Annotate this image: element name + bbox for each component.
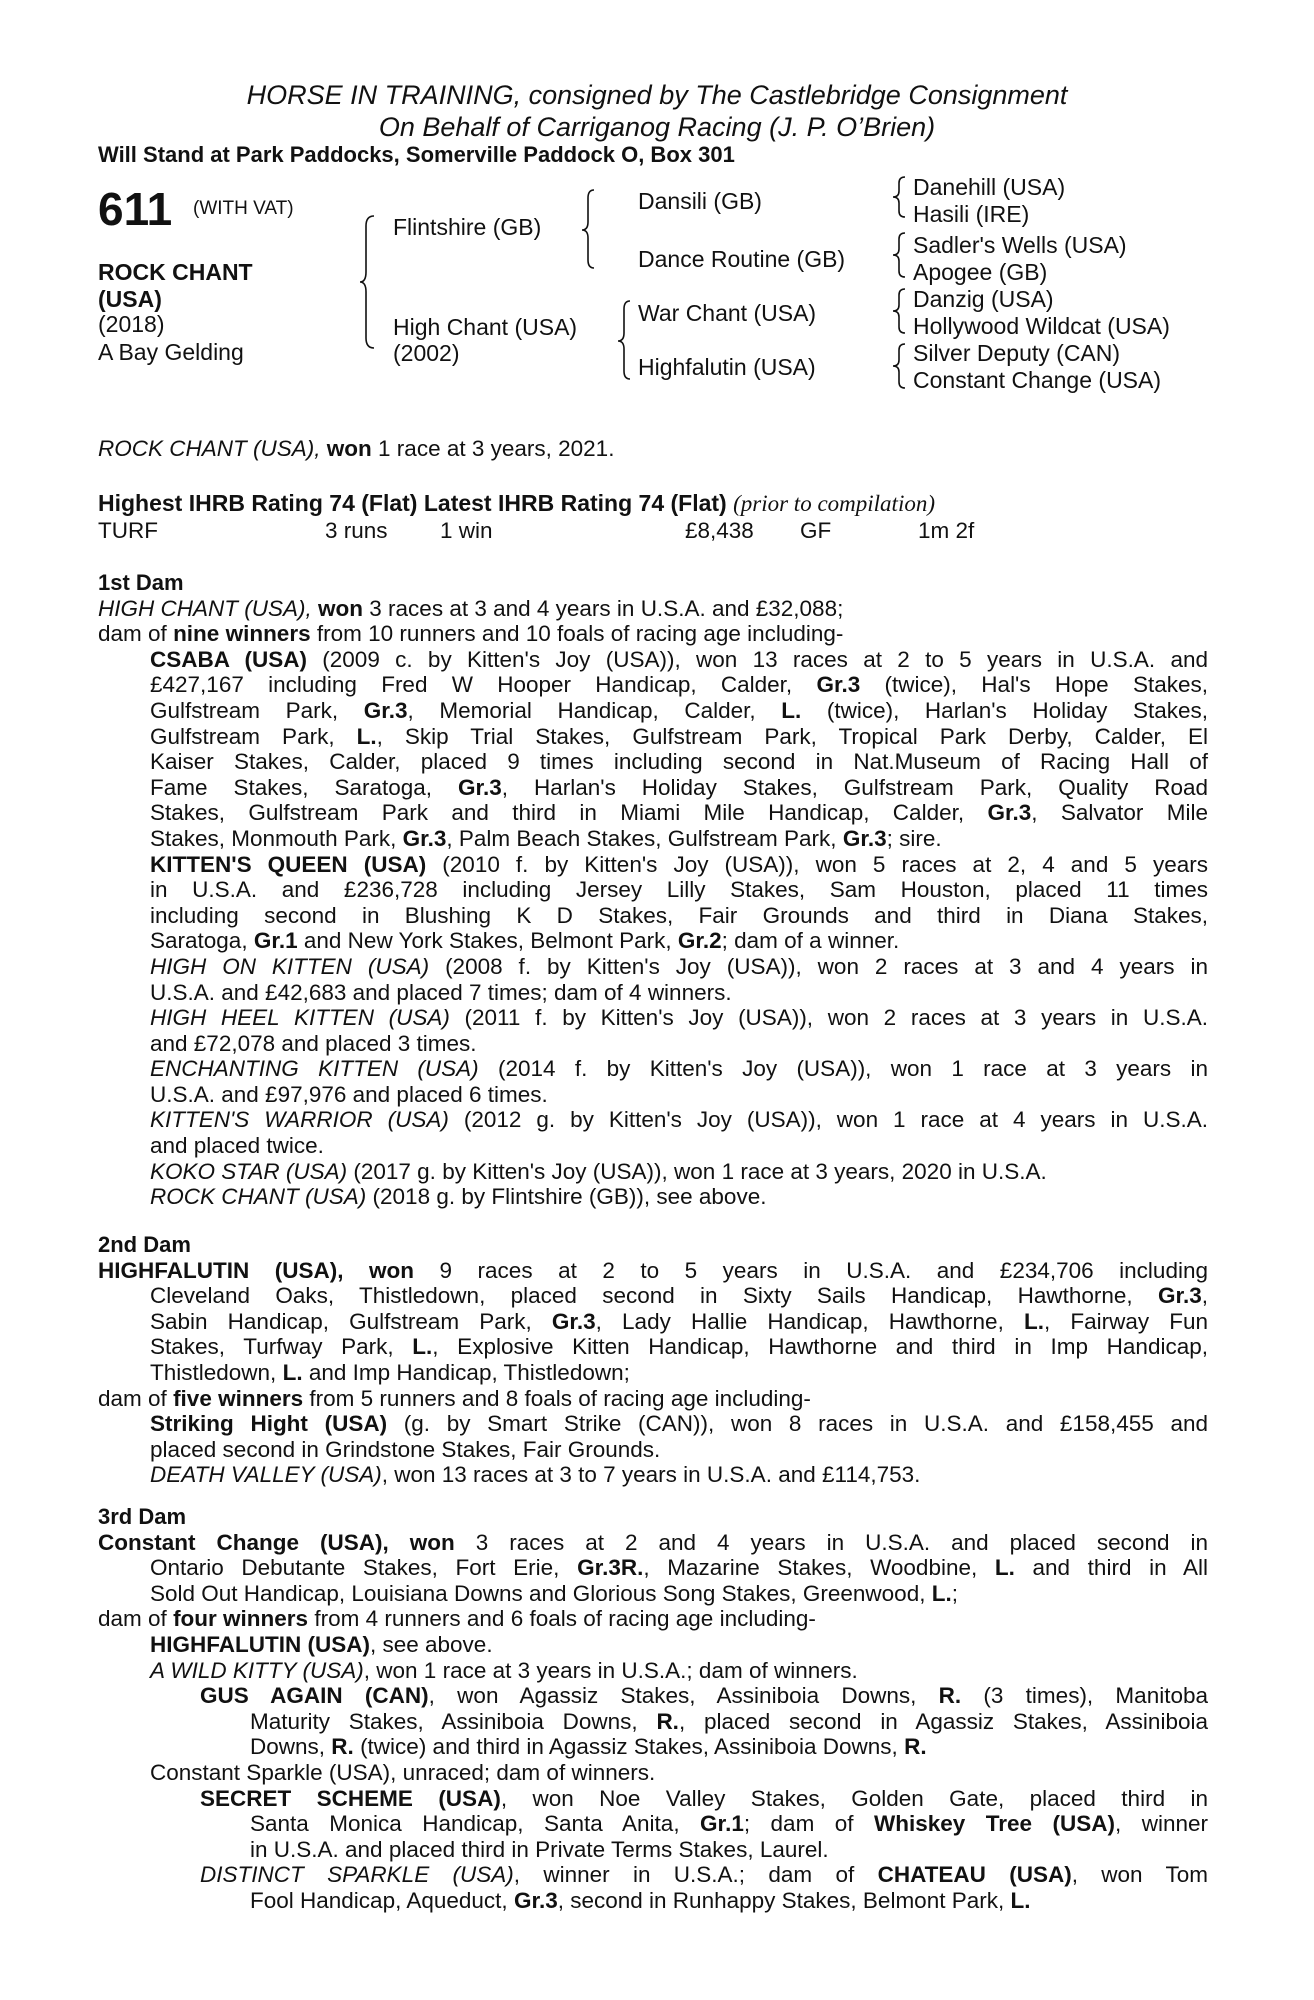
pedigree-bracket <box>893 230 909 282</box>
progeny-entry: ROCK CHANT (USA) (2018 g. by Flintshire (GB)), see above. <box>150 1184 767 1210</box>
consignment-line: HORSE IN TRAINING, consigned by The Castlebridge Consignment <box>246 80 1068 110</box>
pedigree-bracket <box>360 210 380 360</box>
progeny-entry: Constant Sparkle (USA), unraced; dam of winners. <box>150 1759 656 1785</box>
pedigree-bracket <box>582 186 598 276</box>
progeny-entry: HIGHFALUTIN (USA), see above. <box>150 1631 493 1657</box>
second-dam-section: 2nd Dam HIGHFALUTIN (USA), won 9 races at 2 to 5 years in U.S.A. and £234,706 including Cleveland Oaks, Thistledown, placed second in Sixty Sails Handicap, Hawthorne, Gr.3, Sabin Handicap, Gulfstream Park, Gr.3, Lady Hallie Handicap, Hawthorne, L., Fairway Fun Stakes, Turfway Park, L., Explosive Kitten Handicap, Hawthorne and third in Imp Handicap, Thistledown, L. and Imp Handicap, Thistledown; dam of five winners from 5 runners and 8 foals of racing age including- Striking Hight (USA) (g. by Smart Strike (CAN)), won 8 races in U.S.A. and £158,455 and placed second in Grindstone Stakes, Fair Grounds. DEATH VALLEY (USA), won 13 races at 3 to 7 years in U.S.A. and £114,753. <box>98 1232 1208 1488</box>
pedigree-bracket <box>893 286 909 338</box>
ancestor: Danzig (USA) <box>913 286 1054 312</box>
section-heading: 1st Dam <box>98 570 184 595</box>
progeny-entry: SECRET SCHEME (USA), won Noe Valley Stakes, Golden Gate, placed third in <box>200 1785 1208 1811</box>
progeny-entry: HIGH ON KITTEN (USA) (2008 f. by Kitten's Joy (USA)), won 2 races at 3 and 4 years in <box>150 953 1208 979</box>
progeny-entry: A WILD KITTY (USA), won 1 race at 3 years in U.S.A.; dam of winners. <box>150 1657 858 1683</box>
sire: Flintshire (GB) <box>393 214 542 240</box>
dam-year: (2002) <box>393 340 460 366</box>
record-prize-money: £8,438 <box>685 518 754 543</box>
horse-year: (2018) <box>98 311 165 337</box>
progeny-entry: CSABA (USA) (2009 c. by Kitten's Joy (USA)), won 13 races at 2 to 5 years in U.S.A. and <box>150 646 1208 672</box>
rating-line: Highest IHRB Rating 74 (Flat) Latest IHRB Rating 74 (Flat) (prior to compilation) <box>98 490 935 516</box>
pedigree-bracket <box>618 297 634 387</box>
progeny-entry: GUS AGAIN (CAN), won Agassiz Stakes, Assiniboia Downs, R. (3 times), Manitoba <box>200 1683 1208 1709</box>
vat-note: (WITH VAT) <box>193 198 294 219</box>
record-distance: 1m 2f <box>918 518 975 543</box>
progeny-entry: HIGH HEEL KITTEN (USA) (2011 f. by Kitten's Joy (USA)), won 2 races at 3 years in U.S.A. <box>150 1005 1208 1031</box>
ancestor: Constant Change (USA) <box>913 367 1162 393</box>
pedigree-bracket <box>893 341 909 393</box>
third-dam-section: 3rd Dam Constant Change (USA), won 3 races at 2 and 4 years in U.S.A. and placed second in Ontario Debutante Stakes, Fort Erie, Gr.3R., Mazarine Stakes, Woodbine, L. and third in All Sold Out Handicap, Louisiana Downs and Glorious Song Stakes, Greenwood, L.; dam of four winners from 4 runners and 6 foals of racing age including- HIGHFALUTIN (USA), see above. A WILD KITTY (USA), won 1 race at 3 years in U.S.A.; dam of winners. GUS AGAIN (CAN), won Agassiz Stakes, Assiniboia Downs, R. (3 times), Manitoba Maturity Stakes, Assiniboia Downs, R., placed second in Agassiz Stakes, Assiniboia Downs, R. (twice) and third in Agassiz Stakes, Assiniboia Downs, R. Constant Sparkle (USA), unraced; dam of winners. SECRET SCHEME (USA), won Noe Valley Stakes, Golden Gate, placed third in Santa Monica Handicap, Santa Anita, Gr.1; dam of Whiskey Tree (USA), winner in U.S.A. and placed third in Private Terms Stakes, Laurel. DISTINCT SPARKLE (USA), winner in U.S.A.; dam of CHATEAU (USA), won Tom Fool Handicap, Aqueduct, Gr.3, second in Runhappy Stakes, Belmont Park, L. <box>98 1504 1208 1913</box>
progeny-entry: KITTEN'S WARRIOR (USA) (2012 g. by Kitten's Joy (USA)), won 1 race at 4 years in U.S.A. <box>150 1107 1208 1133</box>
first-dam-section: 1st Dam HIGH CHANT (USA), won 3 races at 3 and 4 years in U.S.A. and £32,088; dam of nine winners from 10 runners and 10 foals of racing age including- CSABA (USA) (2009 c. by Kitten's Joy (USA)), won 13 races at 2 to 5 years in U.S.A. and £427,167 including Fred W Hooper Handicap, Calder, Gr.3 (twice), Hal's Hope Stakes, Gulfstream Park, Gr.3, Memorial Handicap, Calder, L. (twice), Harlan's Holiday Stakes, Gulfstream Park, L., Skip Trial Stakes, Gulfstream Park, Tropical Park Derby, Calder, El Kaiser Stakes, Calder, placed 9 times including second in Nat.Museum of Racing Hall of Fame Stakes, Saratoga, Gr.3, Harlan's Holiday Stakes, Gulfstream Park, Quality Road Stakes, Gulfstream Park and third in Miami Mile Handicap, Calder, Gr.3, Salvator Mile Stakes, Monmouth Park, Gr.3, Palm Beach Stakes, Gulfstream Park, Gr.3; sire. KITTEN'S QUEEN (USA) (2010 f. by Kitten's Joy (USA)), won 5 races at 2, 4 and 5 years in U.S.A. and £236,728 including Jersey Lilly Stakes, Sam Houston, placed 11 times including second in Blushing K D Stakes, Fair Grounds and third in Diana Stakes, Saratoga, Gr.1 and New York Stakes, Belmont Park, Gr.2; dam of a winner. HIGH ON KITTEN (USA) (2008 f. by Kitten's Joy (USA)), won 2 races at 3 and 4 years in U.S.A. and £42,683 and placed 7 times; dam of 4 winners. HIGH HEEL KITTEN (USA) (2011 f. by Kitten's Joy (USA)), won 2 races at 3 years in U.S.A. and £72,078 and placed 3 times. ENCHANTING KITTEN (USA) (2014 f. by Kitten's Joy (USA)), won 1 race at 3 years in U.S.A. and £97,976 and placed 6 times. KITTEN'S WARRIOR (USA) (2012 g. by Kitten's Joy (USA)), won 1 race at 4 years in U.S.A. and placed twice. KOKO STAR (USA) (2017 g. by Kitten's Joy (USA)), won 1 race at 3 years, 2020 in U.S.A. ROCK CHANT (USA) (2018 g. by Flintshire (GB)), see above. <box>98 570 1208 1210</box>
progeny-entry: ENCHANTING KITTEN (USA) (2014 f. by Kitten's Joy (USA)), won 1 race at 3 years in <box>150 1056 1208 1082</box>
sire-sire: Dansili (GB) <box>638 188 762 214</box>
record-surface: TURF <box>98 518 158 543</box>
sire-dam: Dance Routine (GB) <box>638 246 846 272</box>
lot-number: 611 <box>98 183 173 235</box>
dam-dam: Highfalutin (USA) <box>638 354 816 380</box>
record-going: GF <box>800 518 832 543</box>
section-heading: 3rd Dam <box>98 1504 187 1529</box>
ancestor: Hasili (IRE) <box>913 201 1030 227</box>
horse-description: A Bay Gelding <box>98 339 244 365</box>
pedigree-bracket <box>893 174 909 222</box>
progeny-entry: KITTEN'S QUEEN (USA) (2010 f. by Kitten's Joy (USA)), won 5 races at 2, 4 and 5 years <box>150 851 1208 877</box>
ancestor: Danehill (USA) <box>913 174 1066 200</box>
record-wins: 1 win <box>440 518 493 543</box>
dam-sire: War Chant (USA) <box>638 300 817 326</box>
progeny-entry: Striking Hight (USA) (g. by Smart Strike (CAN)), won 8 races in U.S.A. and £158,455 and <box>150 1411 1208 1437</box>
ancestor: Hollywood Wildcat (USA) <box>913 313 1170 339</box>
progeny-entry: DISTINCT SPARKLE (USA), winner in U.S.A.; dam of CHATEAU (USA), won Tom <box>200 1862 1208 1888</box>
horse-name: ROCK CHANT <box>98 259 253 285</box>
race-summary: ROCK CHANT (USA), won 1 race at 3 years, 2021. <box>98 436 615 461</box>
consignor-line: On Behalf of Carriganog Racing (J. P. O’Brien) <box>378 112 936 142</box>
progeny-entry: DEATH VALLEY (USA), won 13 races at 3 to 7 years in U.S.A. and £114,753. <box>150 1462 921 1488</box>
horse-origin: (USA) <box>98 286 162 312</box>
dam: High Chant (USA) <box>393 314 578 340</box>
stand-location: Will Stand at Park Paddocks, Somerville Paddock O, Box 301 <box>98 142 735 167</box>
ancestor: Silver Deputy (CAN) <box>913 340 1121 366</box>
ancestor: Sadler's Wells (USA) <box>913 232 1127 258</box>
record-runs: 3 runs <box>325 518 388 543</box>
ancestor: Apogee (GB) <box>913 259 1048 285</box>
progeny-entry: KOKO STAR (USA) (2017 g. by Kitten's Joy (USA)), won 1 race at 3 years, 2020 in U.S.A. <box>150 1158 1047 1184</box>
section-heading: 2nd Dam <box>98 1232 191 1257</box>
